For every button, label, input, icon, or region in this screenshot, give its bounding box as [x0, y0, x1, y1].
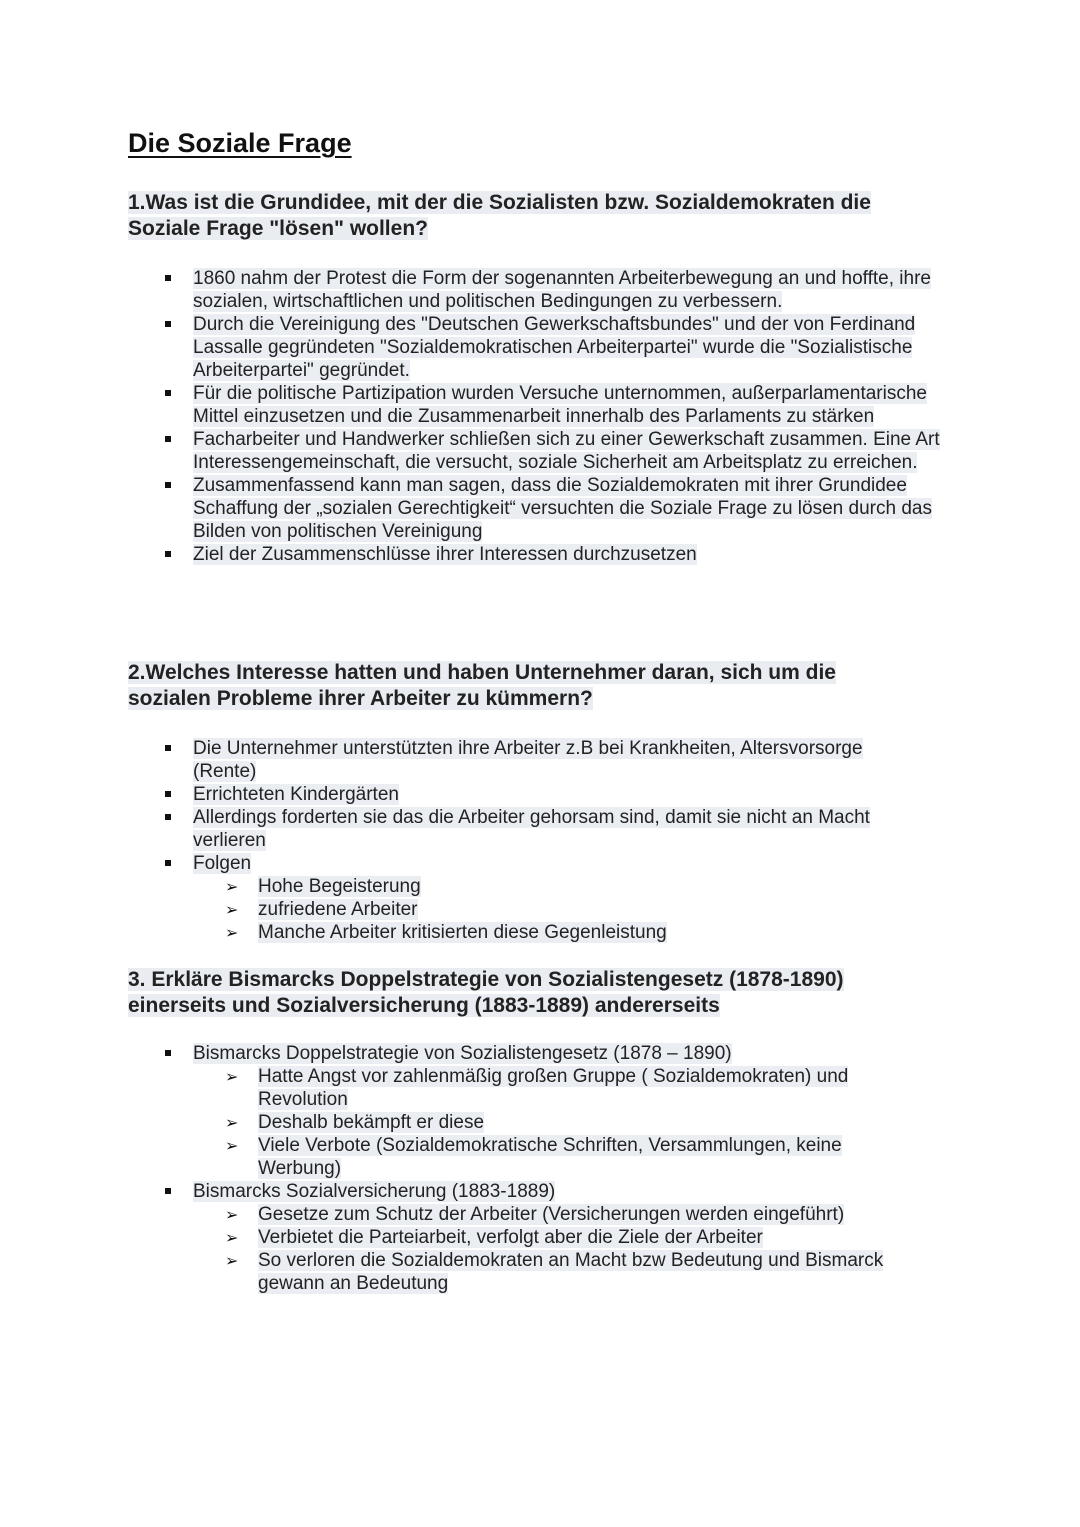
sub-list-item: ➢ Viele Verbote (Sozialdemokratische Schriften, Versammlungen, keine Werbung)	[225, 1134, 920, 1180]
list-item: Folgen ➢ Hohe Begeisterung ➢ zufriedene Arbeiter ➢ Manche Arbeiter kritisierten diese Gegenleistung	[160, 852, 920, 944]
sub-list-item: ➢ Hatte Angst vor zahlenmäßig großen Gruppe ( Sozialdemokraten) und Revolution	[225, 1065, 920, 1111]
sub-list-item: ➢ Gesetze zum Schutz der Arbeiter (Versicherungen werden eingeführt)	[225, 1203, 920, 1226]
sozialistengesetz-sublist	[193, 1065, 920, 1180]
list-item: Für die politische Partizipation wurden Versuche unternommen, außerparlamentarische Mittel einzusetzen und die Zusammenarbeit innerhalb des Parlaments zu stärken	[160, 382, 950, 428]
question-3-heading: 3. Erkläre Bismarcks Doppelstrategie von Sozialistengesetz (1878-1890) einerseits und Sozialversicherung (1883-1889) andererseits	[128, 968, 844, 1017]
question-3-list	[160, 1042, 920, 1295]
sub-list-item: ➢ Manche Arbeiter kritisierten diese Gegenleistung	[225, 921, 920, 944]
sub-list-item: ➢ Hohe Begeisterung	[225, 875, 920, 898]
sub-list-item: ➢ Deshalb bekämpft er diese	[225, 1111, 920, 1134]
list-item: Bismarcks Sozialversicherung (1883-1889) ➢ Gesetze zum Schutz der Arbeiter (Versicherungen werden eingeführt) ➢ Verbietet die Parteiarbeit, verfolgt aber die Ziele der Arbeiter ➢ So verloren die Sozialdemokraten an Macht bzw Bedeutung und Bismarck gewann an Bedeutung	[160, 1180, 920, 1295]
sub-list-item: ➢ Verbietet die Parteiarbeit, verfolgt aber die Ziele der Arbeiter	[225, 1226, 920, 1249]
sub-list-item: ➢ So verloren die Sozialdemokraten an Macht bzw Bedeutung und Bismarck gewann an Bedeutung	[225, 1249, 920, 1295]
list-item: Die Unternehmer unterstützten ihre Arbeiter z.B bei Krankheiten, Altersvorsorge (Rente)	[160, 737, 920, 783]
sozialversicherung-sublist	[193, 1203, 920, 1295]
question-2-list	[160, 737, 920, 944]
sub-list-item: ➢ zufriedene Arbeiter	[225, 898, 920, 921]
list-item: Ziel der Zusammenschlüsse ihrer Interessen durchzusetzen	[160, 543, 950, 566]
list-item: 1860 nahm der Protest die Form der sogenannten Arbeiterbewegung an und hoffte, ihre sozialen, wirtschaftlichen und politischen Bedingungen zu verbessern.	[160, 267, 950, 313]
question-1-heading: 1.Was ist die Grundidee, mit der die Sozialisten bzw. Sozialdemokraten die Soziale Frage "lösen" wollen?	[128, 191, 871, 240]
list-item: Durch die Vereinigung des "Deutschen Gewerkschaftsbundes" und der von Ferdinand Lassalle gegründeten "Sozialdemokratischen Arbeiterpartei" wurde die "Sozialistische Arbeiterpartei" gegründet.	[160, 313, 950, 382]
list-item: Bismarcks Doppelstrategie von Sozialistengesetz (1878 – 1890) ➢ Hatte Angst vor zahlenmäßig großen Gruppe ( Sozialdemokraten) und Revolution ➢ Deshalb bekämpft er diese ➢ Viele Verbote (Sozialdemokratische Schriften, Versammlungen, keine Werbung)	[160, 1042, 920, 1180]
list-item: Allerdings forderten sie das die Arbeiter gehorsam sind, damit sie nicht an Macht verlieren	[160, 806, 920, 852]
list-item: Zusammenfassend kann man sagen, dass die Sozialdemokraten mit ihrer Grundidee Schaffung der „sozialen Gerechtigkeit“ versuchten die Soziale Frage zu lösen durch das Bilden von politischen Vereinigung	[160, 474, 950, 543]
question-1-list	[160, 267, 950, 566]
question-2-heading: 2.Welches Interesse hatten und haben Unternehmer daran, sich um die sozialen Probleme ihrer Arbeiter zu kümmern?	[128, 661, 836, 710]
list-item: Facharbeiter und Handwerker schließen sich zu einer Gewerkschaft zusammen. Eine Art Interessengemeinschaft, die versucht, soziale Sicherheit am Arbeitsplatz zu erreichen.	[160, 428, 950, 474]
folgen-sublist	[193, 875, 920, 944]
list-item: Errichteten Kindergärten	[160, 783, 920, 806]
page-title: Die Soziale Frage	[128, 128, 352, 158]
